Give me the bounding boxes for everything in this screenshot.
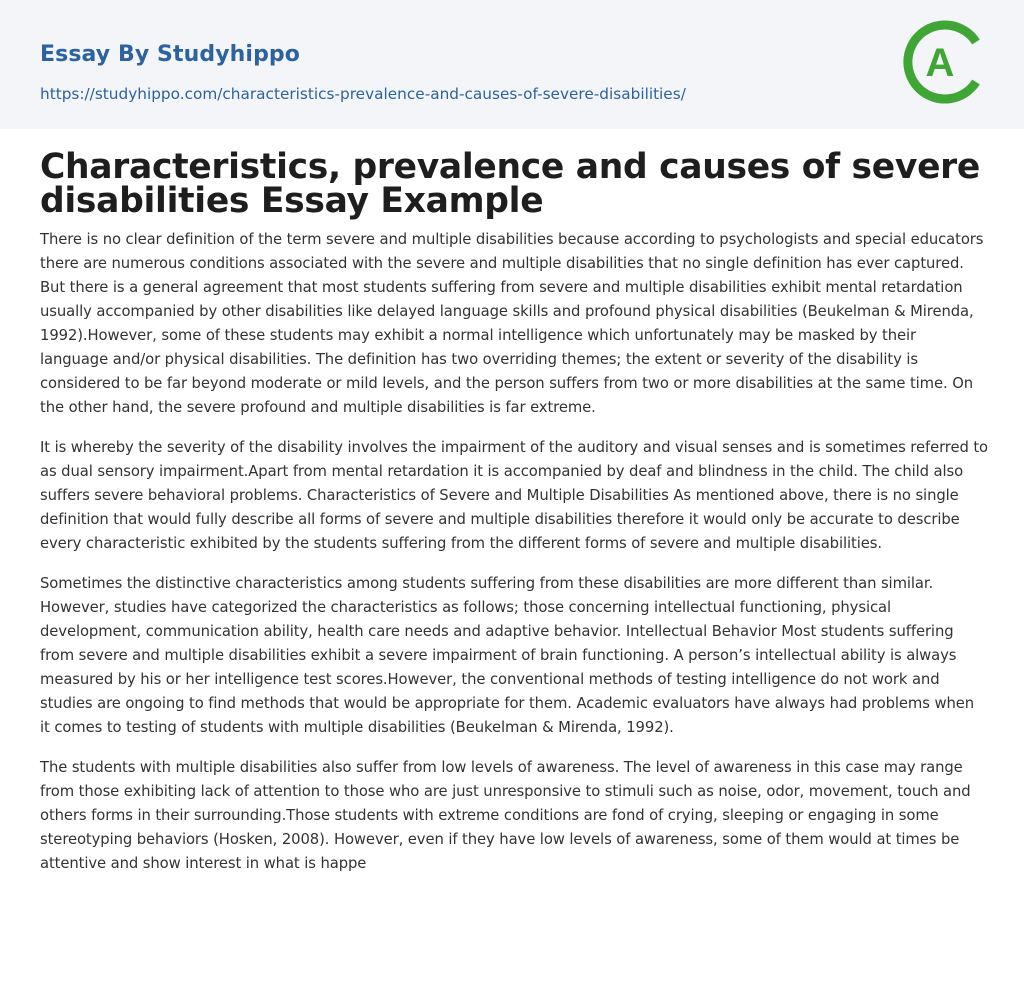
brand-title[interactable]: Essay By Studyhippo [40,42,300,67]
essay-body [40,228,988,892]
essay-paragraph: The students with multiple disabilities also suffer from low levels of awareness. The level of awareness in this case may range from those exhibiting lack of attention to those who are just unresponsive to stimuli such as noise, odor, movement, touch and others forms in their surrounding.Those students with extreme conditions are fond of crying, sleeping or engaging in some stereotyping behaviors (Hosken, 2008). However, even if they have low levels of awareness, some of them would at times be attentive and show interest in what is happe [40,759,971,872]
essay-title: Characteristics, prevalence and causes of severe disabilities Essay Example [40,147,980,221]
site-header [0,0,1024,129]
essay-paragraph: Sometimes the distinctive characteristics among students suffering from these disabilities are more different than similar. However, studies have categorized the characteristics as follows; those concerning intellectual functioning, physical development, communication ability, health care needs and adaptive behavior. Intellectual Behavior Most students suffering from severe and multiple disabilities exhibit a severe impairment of brain functioning. A person’s intellectual ability is always measured by his or her intelligence test scores.However, the conventional methods of testing intelligence do not work and studies are ongoing to find methods that would be appropriate for them. Academic evaluators have always had problems when it comes to testing of students with multiple disabilities (Beukelman & Mirenda, 1992). [40,575,975,736]
logo-letter: A [925,41,955,85]
essay-paragraph: There is no clear definition of the term severe and multiple disabilities because according to psychologists and special educators there are numerous conditions associated with the severe and multiple disabilities that no single definition has ever captured. But there is a general agreement that most students suffering from severe and multiple disabilities exhibit mental retardation usually accompanied by other disabilities like delayed language skills and profound physical disabilities (Beukelman & Mirenda, 1992).However, some of these students may exhibit a normal intelligence which unfortunately may be masked by their language and/or physical disabilities. The definition has two overriding themes; the extent or severity of the disability is considered to be far beyond moderate or mild levels, and the person suffers from two or more disabilities at the same time. On the other hand, the severe profound and multiple disabilities is far extreme. [40,231,984,416]
essay-url-link[interactable]: https://studyhippo.com/characteristics-prevalence-and-causes-of-severe-disabilities/ [40,85,686,103]
studyhippo-logo-icon[interactable] [900,18,988,106]
essay-paragraph: It is whereby the severity of the disability involves the impairment of the auditory and visual senses and is sometimes referred to as dual sensory impairment.Apart from mental retardation it is accompanied by deaf and blindness in the child. The child also suffers severe behavioral problems. Characteristics of Severe and Multiple Disabilities As mentioned above, there is no single definition that would fully describe all forms of severe and multiple disabilities therefore it would only be accurate to describe every characteristic exhibited by the students suffering from the different forms of severe and multiple disabilities. [40,439,989,552]
